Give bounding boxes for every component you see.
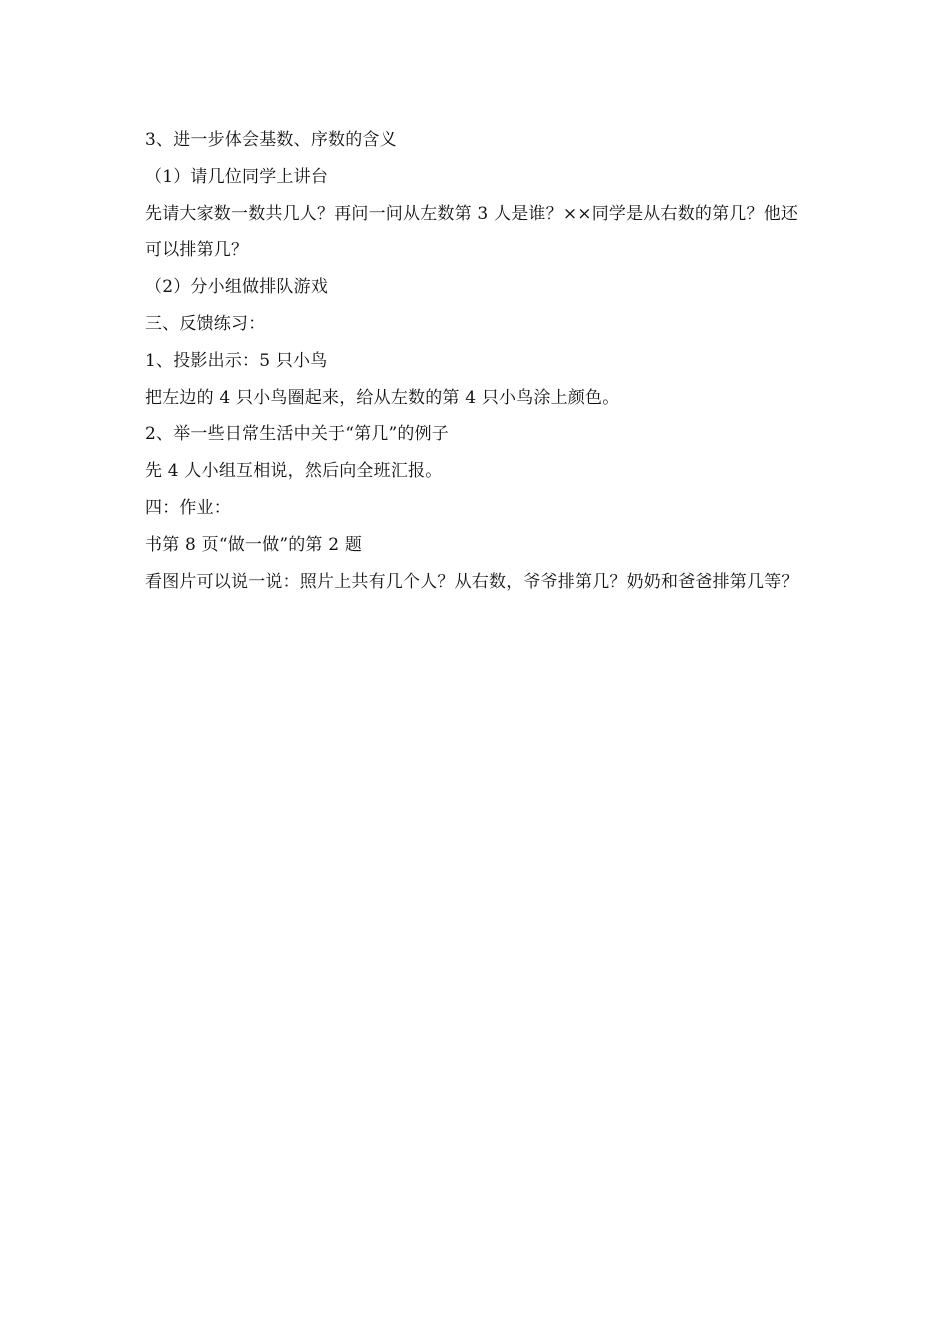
step-2-queue-game: （2）分小组做排队游戏	[145, 277, 329, 298]
paragraph-circle-birds: 把左边的 4 只小鸟圈起来，给从左数的第 4 只小鸟涂上颜色。	[145, 387, 620, 408]
item-1-projection: 1、投影出示：5 只小鸟	[145, 350, 328, 371]
document-body	[145, 122, 813, 600]
heading-homework: 四：作业：	[145, 497, 231, 518]
item-2-daily-examples: 2、举一些日常生活中关于“第几”的例子	[145, 424, 449, 445]
step-1-students-podium: （1）请几位同学上讲台	[145, 166, 329, 187]
heading-cardinal-ordinal: 3、进一步体会基数、序数的含义	[145, 130, 397, 150]
paragraph-group-discussion: 先 4 人小组互相说，然后向全班汇报。	[145, 461, 443, 482]
paragraph-photo-question: 看图片可以说一说：照片上共有几个人？从右数，爷爷排第几？奶奶和爸爸排第几等？	[145, 571, 799, 592]
homework-book-page: 书第 8 页“做一做”的第 2 题	[145, 534, 363, 555]
heading-feedback-practice: 三、反馈练习：	[145, 313, 266, 334]
paragraph-count-people: 先请大家数一数共几人？再问一问从左数第 3 人是谁？××同学是从右数的第几？他还可以排第几？	[145, 203, 799, 261]
